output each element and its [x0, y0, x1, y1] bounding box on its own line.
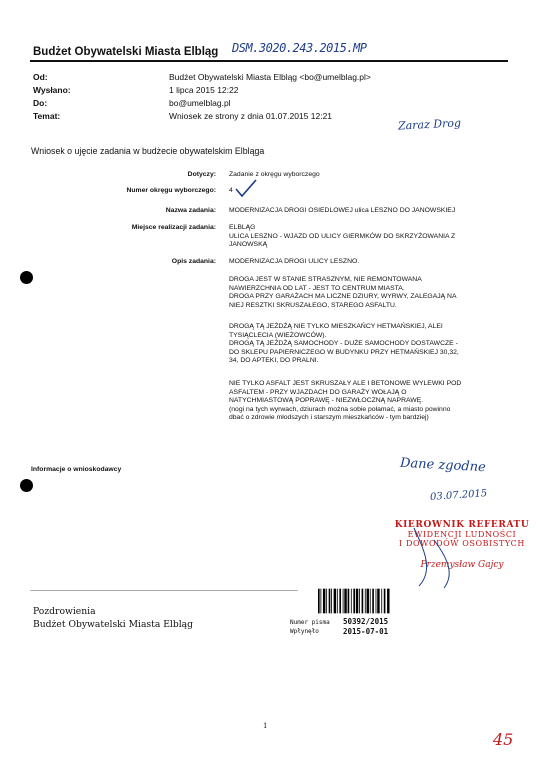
field-value-okreg: 4 [229, 187, 233, 194]
from-value: Budżet Obywatelski Miasta Elbląg <bo@umelblag.pl> [169, 72, 371, 82]
field-label-okreg: Numer okręgu wyborczego: [126, 187, 216, 194]
form-title: Wniosek o ujęcie zadania w budżecie obywatelskim Elbląga [31, 146, 265, 156]
description-paragraph: DROGĄ TĄ JEŻDŻĄ NIE TYLKO MIESZKAŃCY HETMAŃSKIEJ, ALEI TYSIĄCLECIA (WIEŻOWCÓW). DROGĄ TĄ JEŻDŻĄ SAMOCHODY - DUŻE SAMOCHODY DOSTAWCZE - DO SKLEPU PAPIERNICZEGO W BUDYNKU PRZY HETMAŃSKIEJ 30,32, 34, DO APTEKI, DO PRALNI. [229, 323, 459, 365]
field-value-opis: MODERNIZACJA DROGI ULICY LESZNO. [229, 258, 360, 265]
subject-label: Temat: [33, 111, 61, 121]
barcode-number-label: Numer pisma [290, 619, 330, 626]
check-mark-icon [234, 178, 258, 198]
page-number: 1 [263, 722, 268, 730]
handwritten-reference: DSM.3020.243.2015.MP [232, 41, 367, 55]
field-label-opis: Opis zadania: [171, 258, 216, 265]
footer-sender: Budżet Obywatelski Miasta Elbląg [33, 619, 194, 630]
handwritten-page-number: 45 [493, 730, 514, 749]
field-value-dotyczy: Zadanie z okręgu wyborczego [229, 171, 320, 178]
sent-value: 1 lipca 2015 12:22 [169, 85, 239, 95]
stamp-line-dept: EWIDENCJI LUDNOŚCI [407, 530, 517, 539]
handwritten-received-note: Dane zgodne [399, 455, 487, 476]
punch-hole [20, 271, 33, 284]
punch-hole [20, 479, 33, 492]
document-header-title: Budżet Obywatelski Miasta Elbląg [33, 46, 219, 58]
description-paragraph: NIE TYLKO ASFALT JEST SKRUSZAŁY ALE I BETONOWE WYLEWKI POD ASFALTEM - PRZY WJAZDACH DO GARAŻY WOŁAJĄ O NATYCHMIASTOWĄ POPRAWĘ - NIEZWŁOCZNĄ NAPRAWĘ. (nogi na tych wyrwach, dziurach można sobie połamać, a miasto powinno dbać o zdrowie młodszych i starszym mieszkańców - tym bardziej) [229, 380, 462, 422]
description-paragraph: DROGA JEST W STANIE STRASZNYM, NIE REMONTOWANA NAWIERZCHNIA OD LAT - JEST TO CENTRUM MIASTA. DROGA PRZY GARAŻACH MA LICZNE DZIURY, WYRWY, ZALEGAJĄ NA NIEJ RESZTKI SKRUSZAŁEGO, STAREGO ASFALTU. [229, 276, 457, 309]
stamp-line-title: KIEROWNIK REFERATU [394, 520, 530, 530]
handwritten-date: 03.07.2015 [429, 488, 488, 503]
barcode-received-label: Wpłynęło [290, 628, 319, 635]
footer-greeting: Pozdrowienia [33, 606, 96, 617]
barcode-received-value: 2015-07-01 [343, 627, 389, 636]
to-label: Do: [33, 98, 48, 108]
sent-label: Wysłano: [33, 85, 71, 95]
field-label-nazwa: Nazwa zadania: [165, 207, 216, 214]
footer-divider [30, 590, 298, 591]
to-value: bo@umelblag.pl [169, 98, 231, 108]
from-label: Od: [33, 72, 48, 82]
field-label-dotyczy: Dotyczy: [187, 171, 216, 178]
field-value-miejsce: ELBLĄG ULICA LESZNO - WJAZD OD ULICY GIERMKÓW DO SKRZYŻOWANIA Z JANOWSKĄ [229, 224, 456, 249]
field-label-miejsce: Miejsce realizacji zadania: [131, 224, 216, 231]
applicant-info-label: Informacje o wnioskodawcy [31, 466, 122, 473]
handwritten-signature-stroke [404, 520, 494, 590]
stamp-signature: Przemysław Gajcy [420, 560, 504, 570]
handwritten-note: Zaraz Drog [397, 116, 462, 133]
header-divider [30, 60, 508, 62]
barcode [318, 587, 392, 615]
stamp-line-dept: I DOWODÓW OSOBISTYCH [399, 539, 525, 548]
barcode-number-value: 50392/2015 [343, 617, 389, 626]
subject-value: Wniosek ze strony z dnia 01.07.2015 12:21 [169, 111, 333, 121]
field-value-nazwa: MODERNIZACJA DROGI OSIEDLOWEJ ulica LESZNO DO JANOWSKIEJ [229, 207, 456, 214]
